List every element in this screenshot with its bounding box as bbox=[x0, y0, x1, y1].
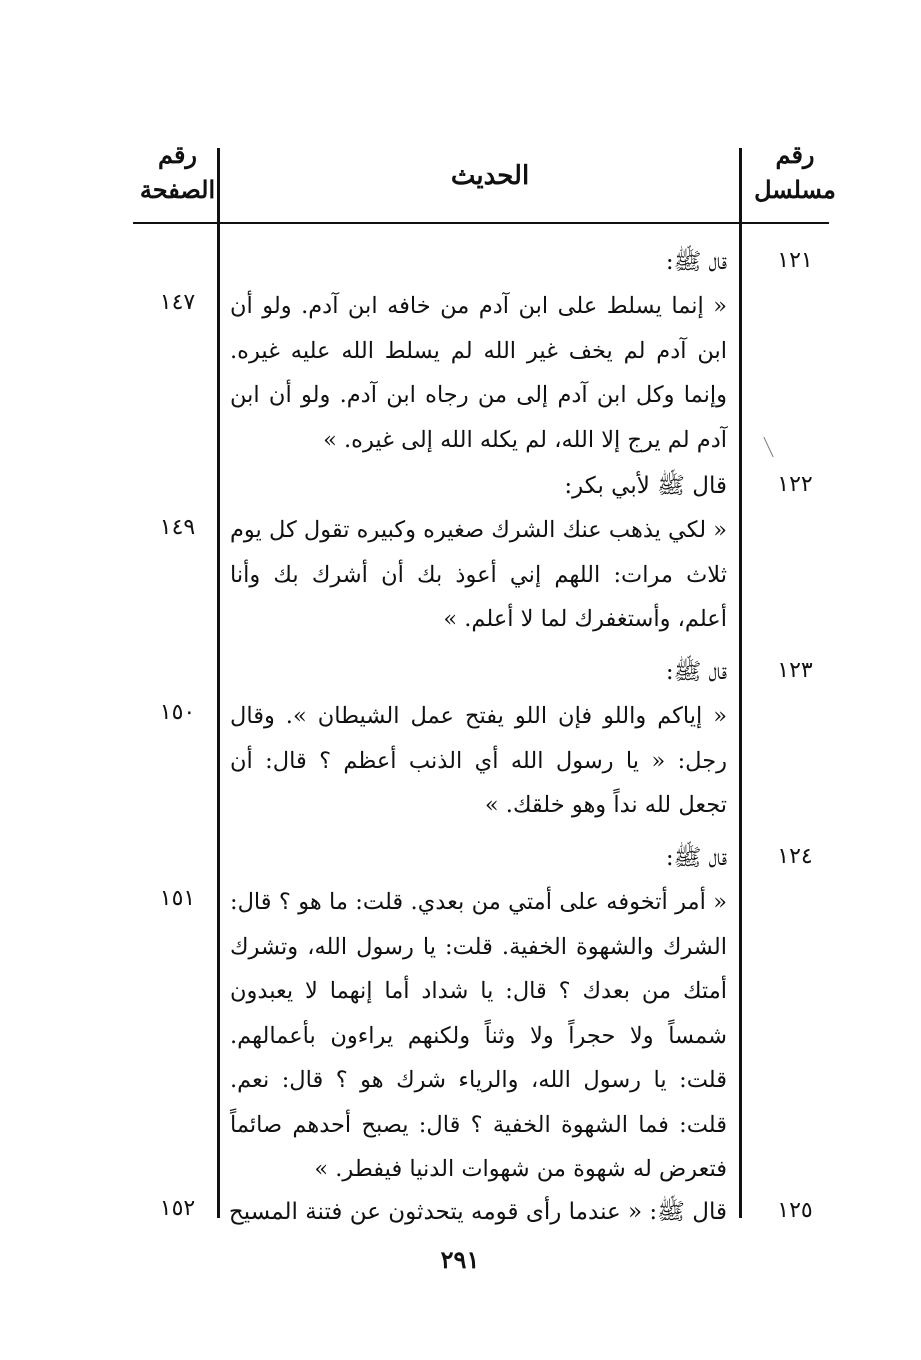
header-page-line1: رقم bbox=[157, 140, 198, 169]
header-page-line2: الصفحة bbox=[139, 174, 216, 204]
entry-page-124: ١٥١ bbox=[159, 886, 196, 911]
hadith-entry bbox=[230, 240, 727, 462]
hadith-text: « إياكم واللو فإن اللو يفتح عمل الشيطان ». وقال رجل: « يا رسول الله أي الذنب أعظم ؟ قال: أن تجعل لله نداً وهو خلقك. » bbox=[230, 703, 727, 818]
header-hadith: الحديث bbox=[450, 161, 530, 191]
hadith-intro: قال ﷺ: « عندما رأى قومه يتحدثون عن فتنة المسيح bbox=[228, 1199, 727, 1225]
header-underline bbox=[133, 222, 829, 224]
hadith-text: « إنما يسلط على ابن آدم من خافه ابن آدم. ولو أن ابن آدم لم يخف غير الله لم يسلط الله عليه غيره. وإنما وكل ابن آدم إلى من رجاه ابن آدم. ولو أن ابن آدم لم يرج إلا الله، لم يكله الله إلى غيره. » bbox=[230, 293, 727, 453]
entry-page-125: ١٥٢ bbox=[159, 1196, 196, 1221]
entry-serial-125: ١٢٥ bbox=[777, 1198, 813, 1223]
page-number: ٢٩١ bbox=[440, 1245, 480, 1274]
column-divider-left bbox=[217, 148, 220, 1218]
entry-page-122: ١٤٩ bbox=[159, 515, 196, 540]
header-serial-line2: مسلسل bbox=[754, 174, 836, 204]
hadith-entry bbox=[230, 1190, 727, 1234]
stray-mark bbox=[763, 437, 773, 457]
header-serial-number bbox=[750, 138, 840, 208]
hadith-text: « لكي يذهب عنك الشرك صغيره وكبيره تقول كل يوم ثلاث مرات: اللهم إني أعوذ بك أن أشرك بك وأنا أعلم، وأستغفرك لما لا أعلم. » bbox=[229, 517, 727, 632]
hadith-entry bbox=[230, 464, 727, 642]
entry-page-121: ١٤٧ bbox=[159, 290, 196, 315]
hadith-text: « أمر أتخوفه على أمتي من بعدي. قلت: ما هو ؟ قال: الشرك والشهوة الخفية. قلت: يا رسول الله، وتشرك أمتك من بعدك ؟ قال: يا شداد أما إنهما لا يعبدون شمساً ولا حجراً ولا وثناً ولكنهم يراءون بأعمالهم. قلت: يا رسول الله، والرياء شرك هو ؟ قال: نعم. قلت: فما الشهوة الخفية ؟ قال: يصبح أحدهم صائماً فتعرض له شهوة من شهوات الدنيا فيفطر. » bbox=[230, 889, 727, 1182]
entry-serial-122: ١٢٢ bbox=[777, 472, 813, 497]
entry-page-123: ١٥٠ bbox=[159, 700, 196, 725]
header-serial-line1: رقم bbox=[775, 140, 815, 169]
hadith-entry bbox=[230, 836, 727, 1192]
entry-serial-121: ١٢١ bbox=[777, 248, 813, 273]
hadith-intro: قال ﷺ: bbox=[665, 845, 727, 871]
header-page-number bbox=[130, 138, 225, 208]
column-divider-right bbox=[739, 148, 742, 1218]
entry-serial-124: ١٢٤ bbox=[777, 844, 813, 869]
hadith-intro: قال ﷺ لأبي بكر: bbox=[564, 473, 727, 499]
hadith-intro: قال ﷺ: bbox=[665, 249, 727, 275]
entry-serial-123: ١٢٣ bbox=[777, 658, 813, 683]
hadith-entry bbox=[230, 650, 727, 828]
hadith-intro: قال ﷺ: bbox=[665, 659, 727, 685]
